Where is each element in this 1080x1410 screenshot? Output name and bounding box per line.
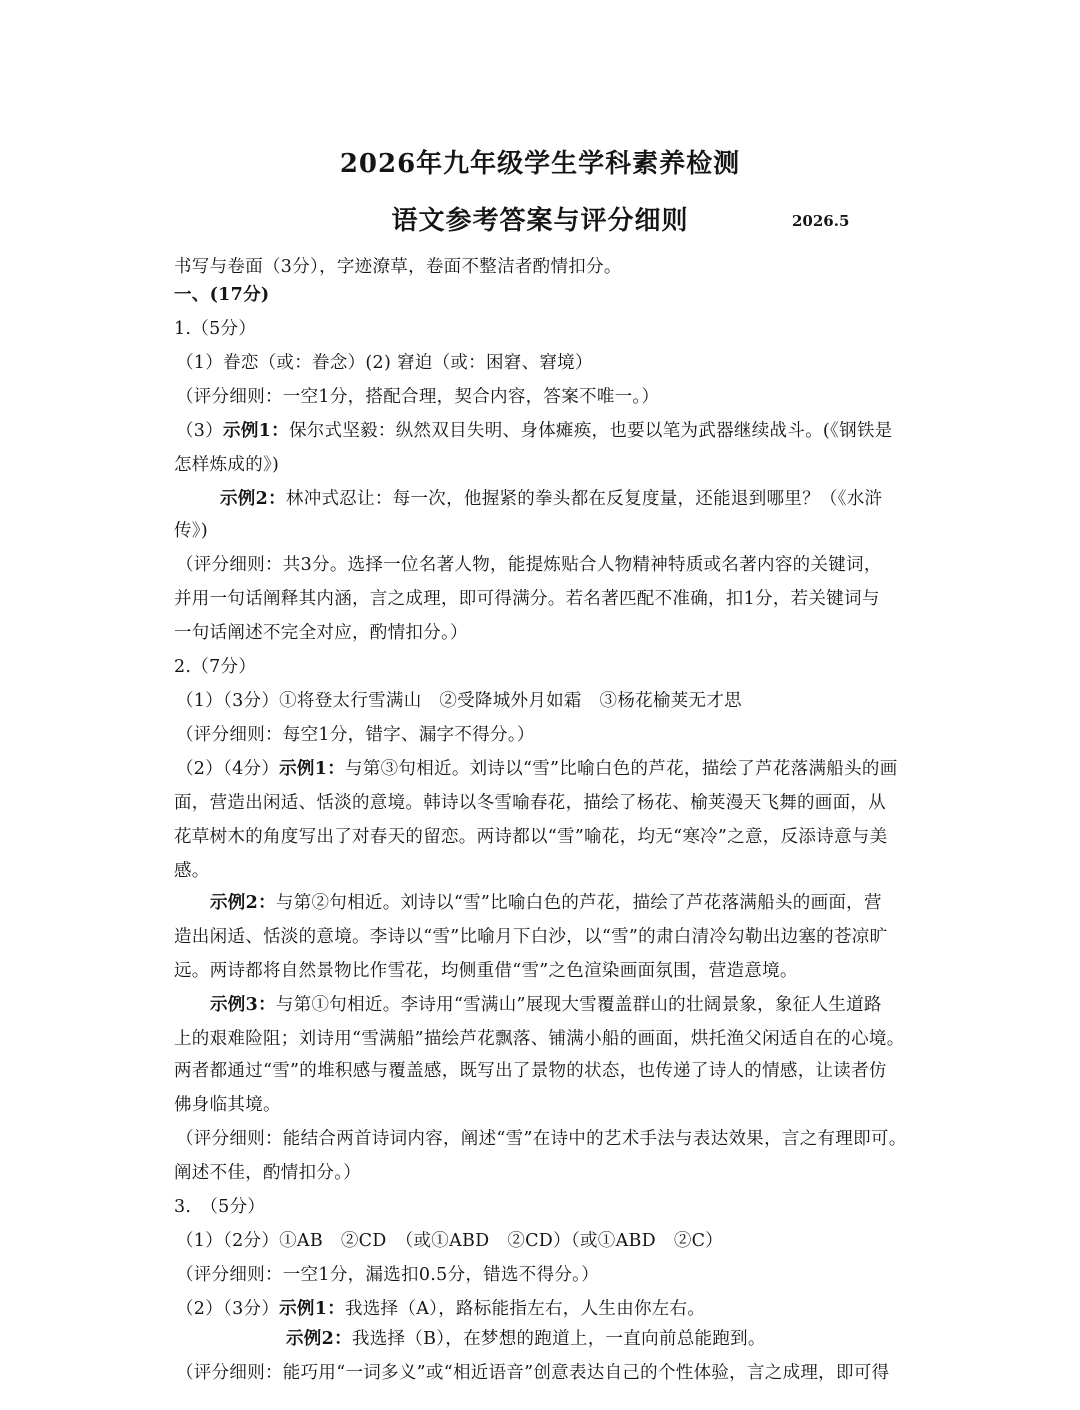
line-prefix: （2）（3分）	[176, 1299, 280, 1319]
line-text: （1）眷恋（或：眷念）(2) 窘迫（或：困窘、窘境）	[176, 353, 593, 373]
example-label: 示例1：	[279, 1299, 346, 1319]
text-line	[176, 552, 882, 578]
text-line	[174, 924, 887, 950]
example-label: 示例1：	[223, 421, 289, 441]
text-line	[176, 418, 893, 444]
line-prefix: （2）（4分）	[176, 759, 280, 779]
line-text: （1）（2分）①AB ②CD （或①ABD ②CD）（或①ABD ②C）	[176, 1231, 724, 1251]
subtitle: 语文参考答案与评分细则	[391, 206, 689, 236]
text-line	[174, 858, 210, 884]
text-line	[174, 1194, 265, 1220]
text-line	[174, 254, 622, 280]
line-text: （评分细则：每空1分，错字、漏字不得分。）	[176, 725, 535, 745]
line-text: 上的艰难险阻；刘诗用“雪满船”描绘芦花飘落、铺满小船的画面，烘托渔父闲适自在的心境。	[174, 1029, 905, 1049]
example-label: 示例2：	[286, 1329, 352, 1349]
example-label: 示例1：	[279, 759, 346, 779]
line-text: 书写与卷面（3分），字迹潦草，卷面不整洁者酌情扣分。	[174, 257, 622, 277]
text-line	[176, 1262, 599, 1288]
text-line	[174, 654, 256, 680]
text-line	[176, 722, 535, 748]
line-text: 阐述不佳，酌情扣分。）	[174, 1163, 362, 1183]
text-line	[174, 282, 270, 308]
line-text: 怎样炼成的》)	[174, 455, 280, 475]
text-line	[174, 1092, 281, 1118]
line-prefix: （3）	[176, 421, 224, 441]
line-text: 花草树木的角度写出了对春天的留恋。两诗都以“雪”喻花，均无“寒冷”之意，反添诗意与美	[174, 827, 888, 847]
text-line	[174, 620, 468, 646]
line-text: 感。	[174, 861, 210, 881]
example-label: 示例3：	[210, 995, 276, 1015]
text-line	[176, 1126, 907, 1152]
text-line	[176, 384, 659, 410]
subtitle-row	[0, 200, 1080, 240]
text-line	[174, 586, 880, 612]
text-line	[220, 486, 882, 512]
date-label: 2026.5	[792, 212, 850, 230]
example-label: 示例2：	[210, 893, 276, 913]
line-text: （评分细则：一空1分，漏选扣0.5分，错选不得分。）	[176, 1265, 600, 1285]
text-line	[174, 452, 279, 478]
line-text: 林冲式忍让：每一次，他握紧的拳头都在反复度量，还能退到哪里？（《水浒	[285, 489, 883, 509]
text-line	[174, 316, 256, 342]
text-line	[174, 1026, 905, 1052]
line-text: 面，营造出闲适、恬淡的意境。韩诗以冬雪喻春花，描绘了杨花、榆荚漫天飞舞的画面，从	[174, 793, 886, 813]
line-text: 与第②句相近。刘诗以“雪”比喻白色的芦花，描绘了芦花落满船头的画面，营	[275, 893, 882, 913]
text-line	[210, 992, 882, 1018]
line-text: （1）（3分）①将登太行雪满山 ②受降城外月如霜 ③杨花榆荚无才思	[176, 691, 742, 711]
text-line	[176, 756, 898, 782]
text-line	[174, 1160, 361, 1186]
text-line	[176, 350, 593, 376]
text-line	[176, 1228, 723, 1254]
text-line	[174, 824, 887, 850]
line-text: 一、(17分)	[174, 285, 270, 305]
line-text: 我选择（A），路标能指左右，人生由你左右。	[345, 1299, 706, 1319]
example-label: 示例2：	[220, 489, 286, 509]
line-text: 造出闲适、恬淡的意境。李诗以“雪”比喻月下白沙，以“雪”的肃白清冷勾勒出边塞的苍凉旷	[174, 927, 888, 947]
line-text: （评分细则：共3分。选择一位名著人物，能提炼贴合人物精神特质或名著内容的关键词，	[176, 555, 882, 575]
text-line	[176, 1296, 705, 1322]
line-text: 两者都通过“雪”的堆积感与覆盖感，既写出了景物的状态，也传递了诗人的情感，让读者仿	[174, 1061, 887, 1081]
line-text: 我选择（B），在梦想的跑道上，一直向前总能跑到。	[351, 1329, 766, 1349]
text-line	[174, 958, 798, 984]
line-text: 远。两诗都将自然景物比作雪花，均侧重借“雪”之色渲染画面氛围，营造意境。	[174, 961, 798, 981]
line-text: 并用一句话阐释其内涵，言之成理，即可得满分。若名著匹配不准确，扣1分，若关键词与	[174, 589, 880, 609]
text-line	[176, 688, 742, 714]
line-text: 佛身临其境。	[174, 1095, 281, 1115]
line-text: 一句话阐述不完全对应，酌情扣分。）	[174, 623, 468, 643]
text-line	[174, 518, 208, 544]
text-line	[176, 1360, 889, 1386]
line-text: （评分细则：能巧用“一词多义”或“相近语音”创意表达自己的个性体验，言之成理，即可得	[176, 1363, 890, 1383]
text-line	[286, 1326, 766, 1352]
text-line	[174, 1058, 887, 1084]
line-text: 1.（5分）	[174, 319, 257, 339]
main-title: 2026年九年级学生学科素养检测	[339, 149, 741, 179]
line-text: 保尔式坚毅：纵然双目失明、身体瘫痪，也要以笔为武器继续战斗。(《钢铁是	[288, 421, 893, 441]
line-text: 与第①句相近。李诗用“雪满山”展现大雪覆盖群山的壮阔景象，象征人生道路	[275, 995, 882, 1015]
text-line	[174, 790, 886, 816]
text-line	[210, 890, 882, 916]
line-text: 与第③句相近。刘诗以“雪”比喻白色的芦花，描绘了芦花落满船头的画	[345, 759, 898, 779]
line-text: 2.（7分）	[174, 657, 257, 677]
line-text: 3. （5分）	[174, 1197, 266, 1217]
line-text: （评分细则：一空1分，搭配合理，契合内容，答案不唯一。）	[176, 387, 660, 407]
line-text: （评分细则：能结合两首诗词内容，阐述“雪”在诗中的艺术手法与表达效果，言之有理即可。	[176, 1129, 907, 1149]
line-text: 传》)	[174, 521, 208, 541]
